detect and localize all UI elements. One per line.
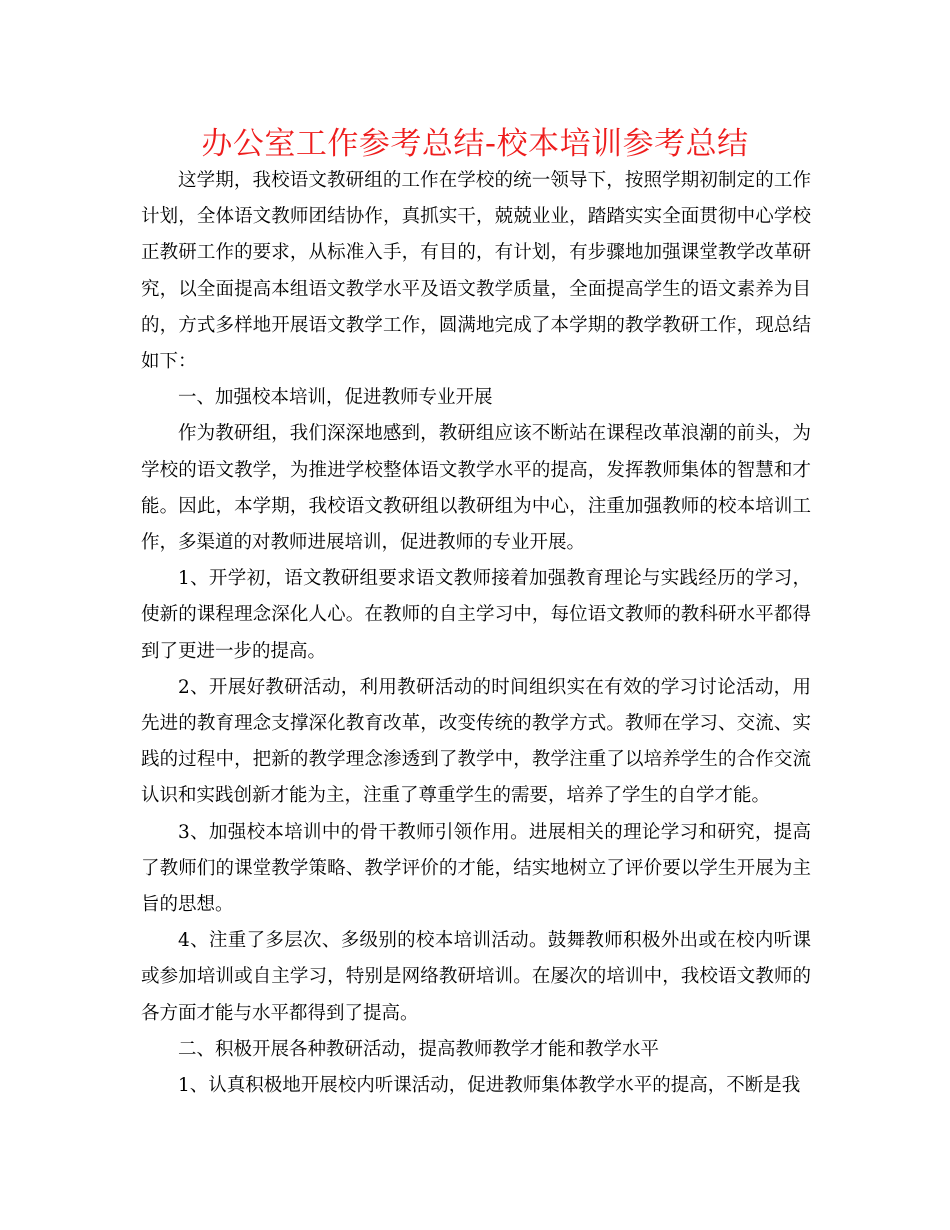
section-heading-2: 二、积极开展各种教研活动，提高教师教学才能和教学水平 xyxy=(178,1038,660,1060)
document-title: 办公室工作参考总结-校本培训参考总结 xyxy=(201,126,749,162)
document-body xyxy=(141,163,811,1104)
section-heading-1: 一、加强校本培训，促进教师专业开展 xyxy=(178,387,493,409)
paragraph-item-1: 1、开学初，语文教研组要求语文教师接着加强教育理论与实践经历的学习，使新的课程理念深化人心。在教师的自主学习中，每位语文教师的教科研水平都得到了更进一步的提高。 xyxy=(141,568,811,662)
paragraph-section-1-intro: 作为教研组，我们深深地感到，教研组应该不断站在课程改革浪潮的前头，为学校的语文教学，为推进学校整体语文教学水平的提高，发挥教师集体的智慧和才能。因此，本学期，我校语文教研组以教研组为中心，注重加强教师的校本培训工作，多渠道的对教师进展培训，促进教师的专业开展。 xyxy=(141,423,811,554)
paragraph-item-3: 3、加强校本培训中的骨干教师引领作用。进展相关的理论学习和研究，提高了教师们的课堂教学策略、教学评价的才能，结实地树立了评价要以学生开展为主旨的思想。 xyxy=(141,821,811,916)
paragraph-section-2-item-1: 1、认真积极地开展校内听课活动，促进教师集体教学水平的提高，不断是我 xyxy=(178,1075,801,1097)
paragraph-item-4: 4、注重了多层次、多级别的校本培训活动。鼓舞教师积极外出或在校内听课或参加培训或自主学习，特别是网络教研培训。在屡次的培训中，我校语文教师的各方面才能与水平都得到了提高。 xyxy=(141,930,811,1024)
paragraph-intro: 这学期，我校语文教研组的工作在学校的统一领导下，按照学期初制定的工作计划，全体语文教师团结协作，真抓实干，兢兢业业，踏踏实实全面贯彻中心学校正教研工作的要求，从标准入手，有目的，有计划，有步骤地加强课堂教学改革研究，以全面提高本组语文教学水平及语文教学质量，全面提高学生的语文素养为目的，方式多样地开展语文教学工作，圆满地完成了本学期的教学教研工作，现总结如下： xyxy=(141,170,811,373)
paragraph-item-2: 2、开展好教研活动，利用教研活动的时间组织实在有效的学习讨论活动，用先进的教育理念支撑深化教育改革，改变传统的教学方式。教师在学习、交流、实践的过程中，把新的教学理念渗透到了教学中，教学注重了以培养学生的合作交流认识和实践创新才能为主，注重了尊重学生的需要，培养了学生的自学才能。 xyxy=(141,676,811,807)
